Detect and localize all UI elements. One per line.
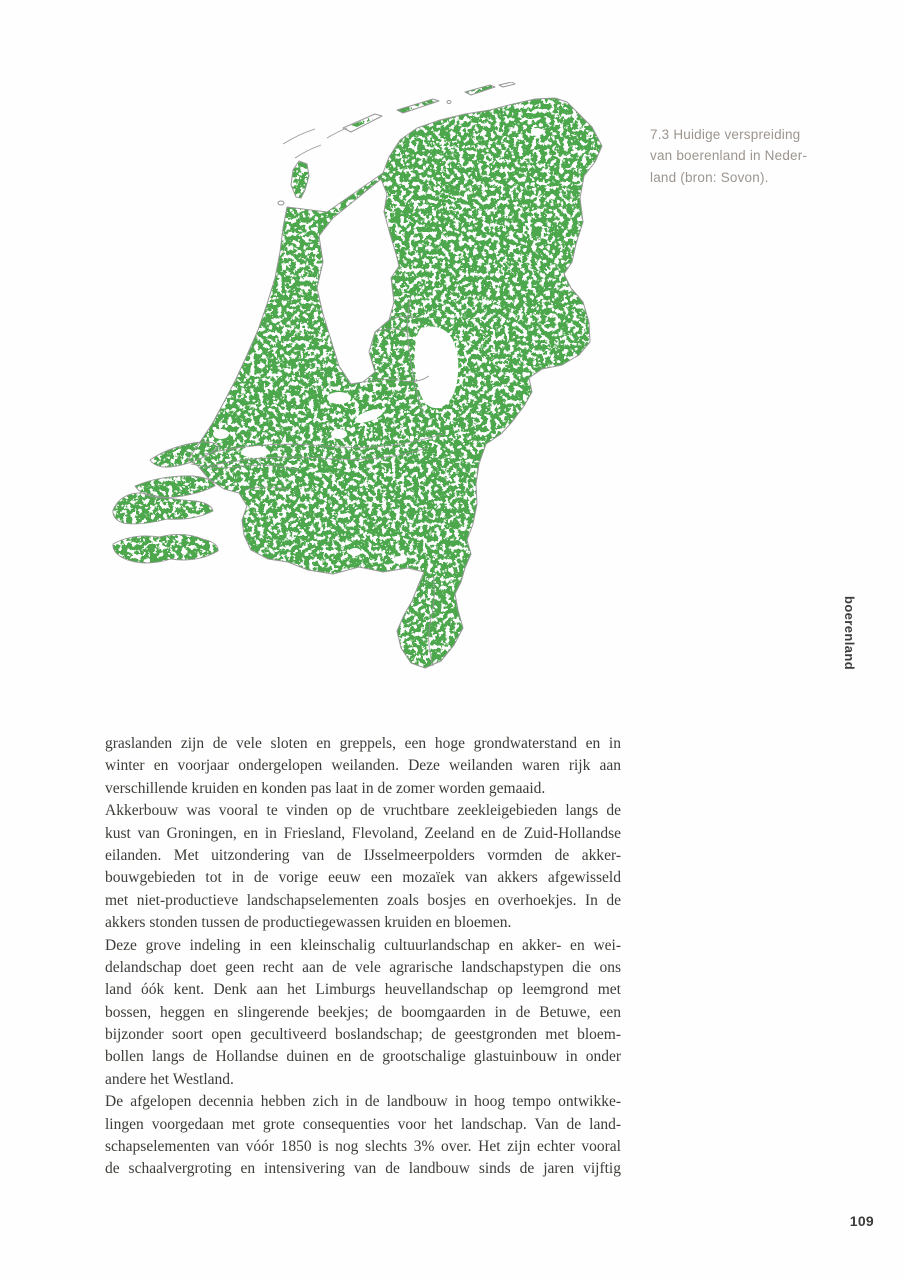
body-text-line: verschillende kruiden en konden pas laat in de zomer worden gemaaid. [105,779,546,797]
mainland-farmland [188,98,602,668]
island-schiermonnikoog-outline [499,82,515,87]
island-terschelling [397,99,439,113]
body-text-line: kust van Groningen, en in Friesland, Flevoland, Zeeland en de Zuid-Hollandse [105,824,621,842]
body-text-line: bouwgebieden tot in de vorige eeuw een mozaïek van akkers afgewisseld [105,869,621,887]
body-text-line: lingen voorgedaan met grote consequenties voor het landschap. Van de land- [105,1115,621,1133]
netherlands-farmland-map [105,82,615,682]
tidal-flat-lines [283,128,347,158]
page-number: 109 [849,1213,874,1229]
amsterdam-white-spot [327,392,351,404]
map-svg [105,82,615,682]
islet-wadden [447,101,451,104]
body-text-line: De afgelopen decennia hebben zich in de landbouw in hoog tempo ontwikke- [105,1093,621,1111]
body-text-line: de schaalvergroting en intensivering van de landbouw sinds de jaren vijftig [105,1160,621,1178]
groningen-white-spot [531,128,543,136]
figure-caption-line: 7.3 Huidige verspreiding [650,127,801,142]
breda-white-spot [349,548,361,556]
paragraph [105,1091,621,1181]
utrecht-white-spot [331,429,347,439]
body-text-line: delandschap doet geen recht aan de vele agrarische landschapstypen die ons [105,958,621,976]
body-text-line: andere het Westland. [105,1070,234,1088]
body-text-line: schapselementen van vóór 1850 is nog slechts 3% over. Het zijn echter vooral [105,1138,621,1156]
body-text-line: eilanden. Met uitzondering van de IJsselmeerpolders vormden de akker- [105,846,621,864]
body-text-line: bijzonder soort open gecultiveerd boslandschap; de geestgronden met bloem- [105,1026,621,1044]
body-text-line: graslanden zijn de vele sloten en greppels, een hoge grondwaterstand en in [105,735,621,752]
body-text-line: akkers stonden tussen de productiegewassen kruiden en bloemen. [105,914,512,932]
thehague-white-spot [213,429,229,439]
rotterdam-white-spot [241,446,269,458]
body-text-line: bossen, heggen en slingerende beekjes; de boomgaarden in de Betuwe, een [105,1003,621,1021]
figure-caption [650,124,830,188]
body-text [105,733,621,1181]
body-text-line: winter en voorjaar ondergelopen weilanden. Deze weilanden waren rijk aan [105,757,621,775]
chapter-side-label: boerenland [842,596,857,671]
body-text-line: bollen langs de Hollandse duinen en de grootschalige glastuinbouw in onder [105,1048,621,1066]
paragraph [105,935,621,1092]
body-text-line: Deze grove indeling in een kleinschalig cultuurlandschap en akker- en wei- [105,936,621,954]
body-text-line: land óók kent. Denk aan het Limburgs heuvellandschap op leemgrond met [105,981,621,999]
paragraph [105,800,621,934]
paragraph [105,733,621,800]
island-ameland [465,85,495,95]
eindhoven-white-spot [393,556,407,564]
body-text-line: Akkerbouw was vooral te vinden op de vruchtbare zeekleigebieden langs de [105,802,621,820]
figure-caption-line: land (bron: Sovon). [650,169,769,185]
islet-noorderhaaks [278,201,284,205]
body-text-line: met niet-productieve landschapselementen zoals bosjes en overhoekjes. In de [105,891,621,909]
figure-caption-line: van boerenland in Neder- [650,148,808,164]
map-green-area [113,85,602,668]
